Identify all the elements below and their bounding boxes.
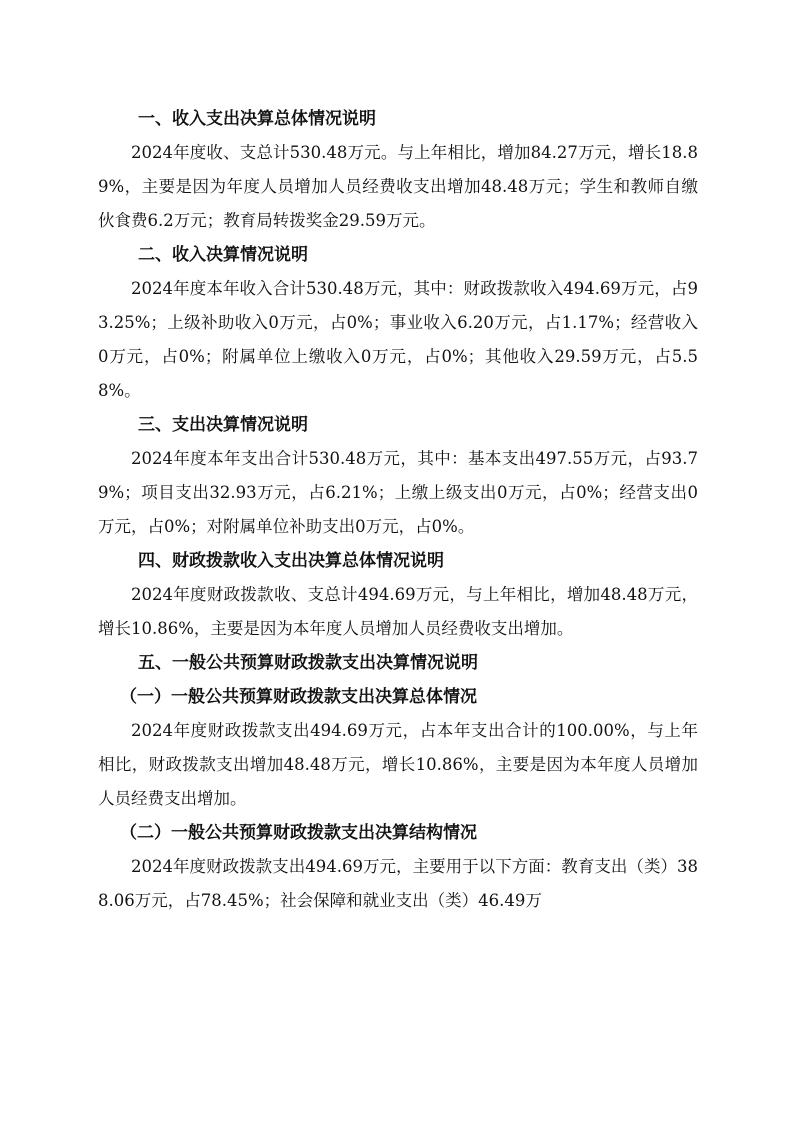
section-2-heading: 二、收入决算情况说明 [138, 245, 308, 265]
section-1-heading: 一、收入支出决算总体情况说明 [138, 109, 376, 129]
document-page [98, 102, 698, 918]
section-4-heading: 四、财政拨款收入支出决算总体情况说明 [138, 551, 444, 571]
section-5-2-paragraph: 2024年度财政拨款支出494.69万元，主要用于以下方面：教育支出（类）388.06万元，占78.45%；社会保障和就业支出（类）46.49万 [98, 857, 698, 910]
section-1-paragraph: 2024年度收、支总计530.48万元。与上年相比，增加84.27万元，增长18.89%，主要是因为年度人员增加人员经费收支出增加48.48万元；学生和教师自缴伙食费6.2万元；教育局转拨奖金29.59万元。 [98, 143, 698, 230]
section-2-paragraph: 2024年度本年收入合计530.48万元，其中：财政拨款收入494.69万元，占93.25%；上级补助收入0万元，占0%；事业收入6.20万元，占1.17%；经营收入0万元，占0%；附属单位上缴收入0万元，占0%；其他收入29.59万元，占5.58%。 [98, 279, 698, 400]
section-3-paragraph: 2024年度本年支出合计530.48万元，其中：基本支出497.55万元，占93.79%；项目支出32.93万元，占6.21%；上缴上级支出0万元，占0%；经营支出0万元，占0%；对附属单位补助支出0万元，占0%。 [98, 449, 698, 536]
section-5-1-paragraph: 2024年度财政拨款支出494.69万元，占本年支出合计的100.00%，与上年相比，财政拨款支出增加48.48万元，增长10.86%，主要是因为本年度人员增加人员经费支出增加。 [98, 721, 698, 808]
section-5-1-heading: （一）一般公共预算财政拨款支出决算总体情况 [120, 687, 477, 707]
section-5-2-heading: （二）一般公共预算财政拨款支出决算结构情况 [120, 823, 477, 843]
section-5-heading: 五、一般公共预算财政拨款支出决算情况说明 [138, 653, 478, 673]
section-4-paragraph: 2024年度财政拨款收、支总计494.69万元，与上年相比，增加48.48万元，增长10.86%，主要是因为本年度人员增加人员经费收支出增加。 [98, 585, 698, 638]
section-3-heading: 三、支出决算情况说明 [138, 415, 308, 435]
